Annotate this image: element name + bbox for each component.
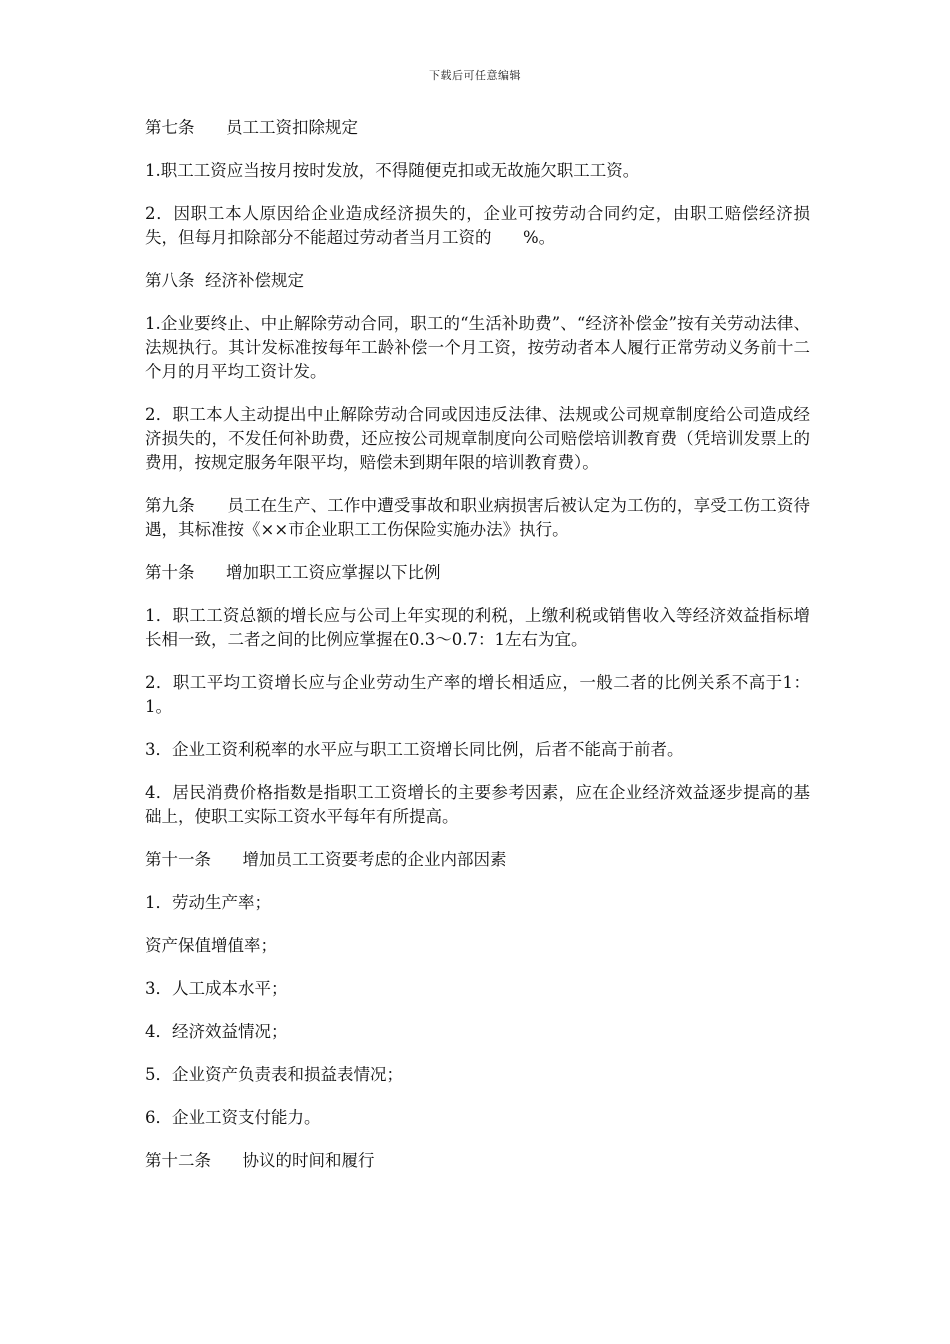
document-body — [145, 116, 810, 1192]
article-8-item-1: 1.企业要终止、中止解除劳动合同，职工的“生活补助费”、“经济补偿金”按有关劳动法律、法规执行。其计发标准按每年工龄补偿一个月工资，按劳动者本人履行正常劳动义务前十二个月的月平均工资计发。 — [145, 314, 810, 381]
article-10-item-2: 2．职工平均工资增长应与企业劳动生产率的增长相适应，一般二者的比例关系不高于1：1。 — [145, 673, 810, 716]
article-11-item-3: 3．人工成本水平； — [145, 979, 288, 998]
article-10-item-3: 3．企业工资利税率的水平应与职工工资增长同比例，后者不能高于前者。 — [145, 740, 684, 759]
article-12-heading: 第十二条 协议的时间和履行 — [145, 1151, 375, 1170]
article-11-item-6: 6．企业工资支付能力。 — [145, 1108, 321, 1127]
article-10-item-1: 1．职工工资总额的增长应与公司上年实现的利税，上缴利税或销售收入等经济效益指标增长相一致，二者之间的比例应掌握在0.3～0.7：1左右为宜。 — [145, 606, 810, 649]
article-11-item-4: 4．经济效益情况； — [145, 1022, 288, 1041]
article-11-heading: 第十一条 增加员工工资要考虑的企业内部因素 — [145, 850, 507, 869]
article-10-heading: 第十条 增加职工工资应掌握以下比例 — [145, 563, 441, 582]
article-8-item-2: 2．职工本人主动提出中止解除劳动合同或因违反法律、法规或公司规章制度给公司造成经济损失的，不发任何补助费，还应按公司规章制度向公司赔偿培训教育费（凭培训发票上的费用，按规定服务年限平均，赔偿未到期年限的培训教育费）。 — [145, 405, 810, 472]
header-note: 下载后可任意编辑 — [429, 69, 521, 82]
article-7-item-1: 1.职工工资应当按月按时发放，不得随便克扣或无故施欠职工工资。 — [145, 161, 640, 180]
article-7-item-2: 2．因职工本人原因给企业造成经济损失的，企业可按劳动合同约定，由职工赔偿经济损失，但每月扣除部分不能超过劳动者当月工资的 %。 — [145, 204, 810, 247]
article-11-item-5: 5．企业资产负责表和损益表情况； — [145, 1065, 403, 1084]
article-7-heading: 第七条 员工工资扣除规定 — [145, 118, 358, 137]
article-9-text: 第九条 员工在生产、工作中遭受事故和职业病损害后被认定为工伤的，享受工伤工资待遇，其标准按《××市企业职工工伤保险实施办法》执行。 — [145, 496, 810, 539]
article-8-heading: 第八条 经济补偿规定 — [145, 271, 304, 290]
article-11-item-2: 资产保值增值率； — [145, 936, 277, 955]
article-10-item-4: 4．居民消费价格指数是指职工工资增长的主要参考因素，应在企业经济效益逐步提高的基础上，使职工实际工资水平每年有所提高。 — [145, 783, 810, 826]
article-11-item-1: 1．劳动生产率； — [145, 893, 271, 912]
